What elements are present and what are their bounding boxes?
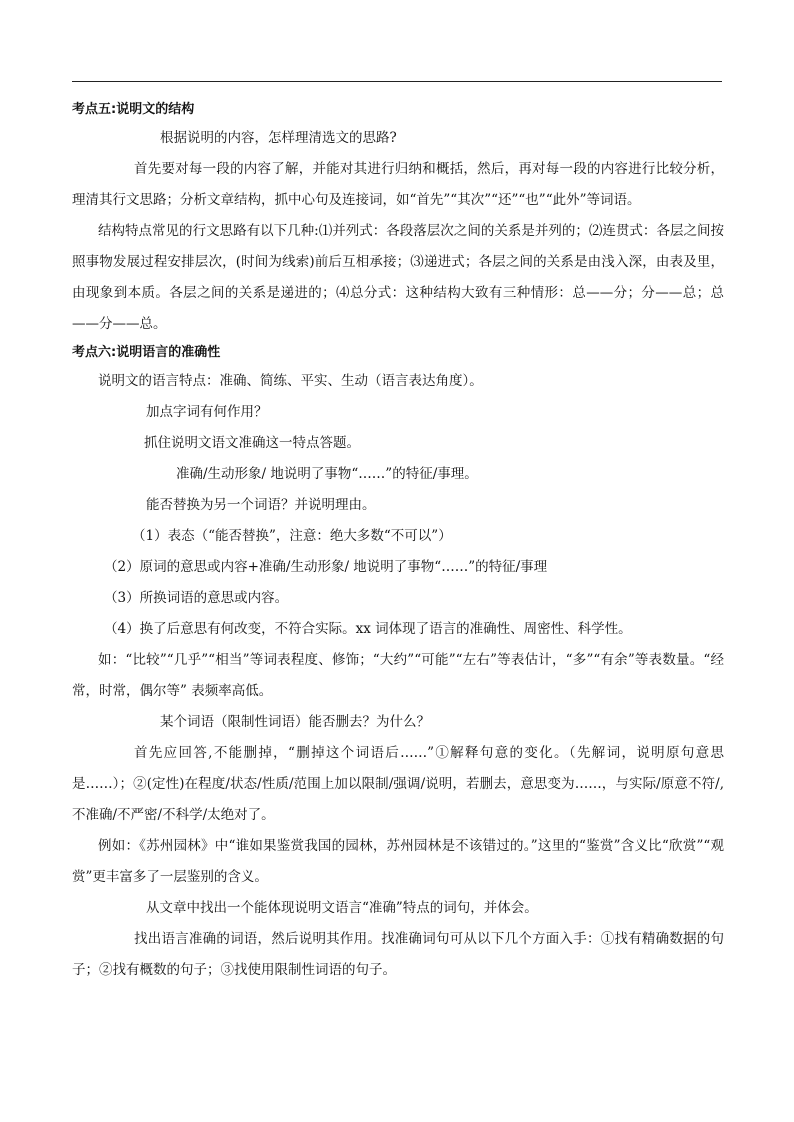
replace-step-3: （3）所换词语的意思或内容。 bbox=[104, 590, 289, 606]
section-5-question: 根据说明的内容，怎样理清选文的思路? bbox=[160, 130, 397, 146]
example-suzhou-gardens: 例如：《苏州园林》中“谁如果鉴赏我国的园林，苏州园林是不该错过的。”这里的“鉴赏”含义比“欣赏”“观赏”更丰富多了一层鉴别的含义。 bbox=[72, 838, 724, 885]
section-5-paragraph-2: 结构特点常见的行文思路有以下几种:⑴并列式：各段落层次之间的关系是并列的；⑵连贯式：各层之间按照事物发展过程安排层次，(时间为线索)前后互相承接；⑶递进式；各层之间的关系是由浅入深，由表及里，由现象到本质。各层之间的关系是递进的；⑷总分式：这种结构大致有三种情形：总——分；分——总；总——分——总。 bbox=[72, 223, 724, 332]
question-dotted-words: 加点字词有何作用？ bbox=[146, 404, 268, 420]
section-6-heading: 考点六:说明语言的准确性 bbox=[72, 345, 221, 360]
replace-step-2: （2）原词的意思或内容+准确/生动形象/ 地说明了事物“……”的特征/事理 bbox=[104, 559, 548, 575]
section-5-paragraph-1: 首先要对每一段的内容了解，并能对其进行归纳和概括，然后，再对每一段的内容进行比较分析，理清其行文思路；分析文章结构，抓中心句及连接词，如“首先”“其次”“还”“也”“此外”等词语。 bbox=[72, 161, 724, 208]
header-rule bbox=[72, 81, 722, 82]
replace-step-1: （1）表态（“能否替换”，注意：绝大多数“不可以”） bbox=[132, 528, 452, 544]
question-replace-word: 能否替换为另一个词语？并说明理由。 bbox=[146, 497, 376, 513]
question-delete-word: 某个词语（限制性词语）能否删去？为什么？ bbox=[160, 714, 430, 730]
example-degree-words: 如：“比较”“几乎”“相当”等词表程度、修饰；“大约”“可能”“左右”等表估计，“多”“有余”等表数量。“经常，时常，偶尔等” 表频率高低。 bbox=[72, 652, 724, 699]
section-5-heading: 考点五:说明文的结构 bbox=[72, 102, 195, 117]
replace-step-4: （4）换了后意思有何改变，不符合实际。xx 词体现了语言的准确性、周密性、科学性。 bbox=[104, 621, 632, 637]
answer-dotted-words: 抓住说明文语文准确这一特点答题。 bbox=[144, 435, 360, 451]
answer-delete-word: 首先应回答,不能删掉，“删掉这个词语后……”①解释句意的变化。（先解词，说明原句意思是……）；②(定性)在程度/状态/性质/范围上加以限制/强调/说明，若删去，意思变为……，与实际/原意不符/,不准确/不严密/不科学/太绝对了。 bbox=[72, 745, 724, 823]
question-find-accurate-words: 从文章中找出一个能体现说明文语言“准确”特点的词句，并体会。 bbox=[146, 900, 538, 916]
document-page bbox=[72, 97, 724, 986]
answer-dotted-words-template: 准确/生动形象/ 地说明了事物“……”的特征/事理。 bbox=[176, 466, 478, 482]
section-6-language-features: 说明文的语言特点：准确、简练、平实、生动（语言表达角度）。 bbox=[98, 373, 483, 389]
answer-find-accurate-words: 找出语言准确的词语，然后说明其作用。找准确词句可从以下几个方面入手：①找有精确数据的句子；②找有概数的句子；③找使用限制性词语的句子。 bbox=[72, 931, 724, 978]
